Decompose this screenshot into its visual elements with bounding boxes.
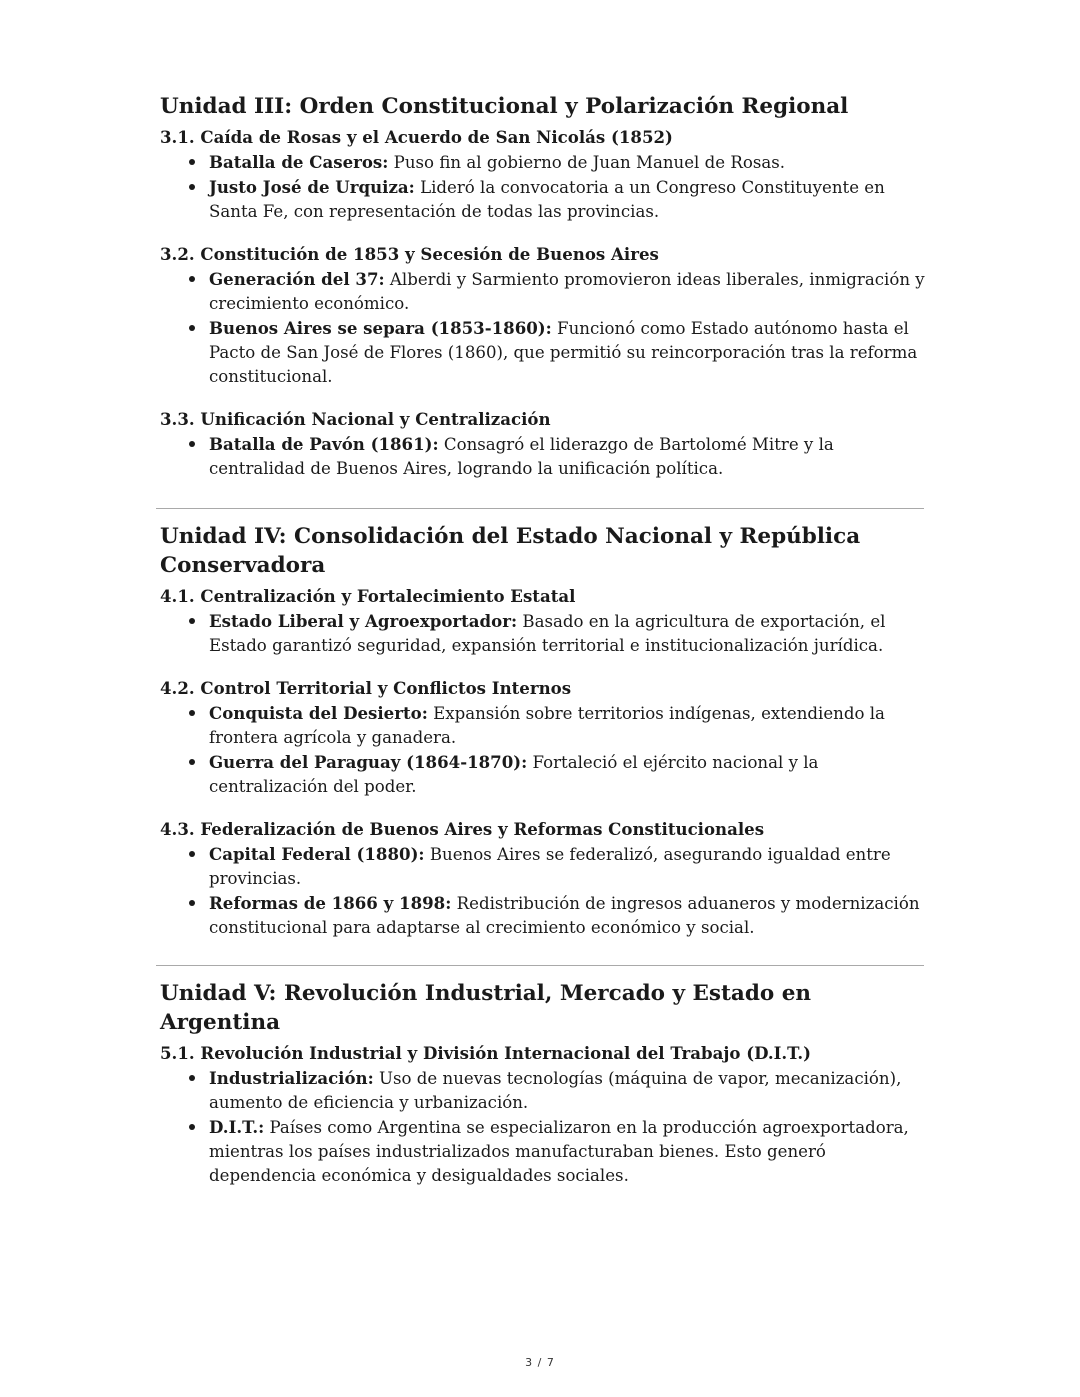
item-text: Consagró el liderazgo de Bartolomé Mitre y la centralidad de Buenos Aires, logrando la unificación política. bbox=[209, 435, 834, 478]
item-term: Reformas de 1866 y 1898: bbox=[209, 893, 452, 913]
bullet-icon bbox=[189, 710, 195, 716]
item-term: Capital Federal (1880): bbox=[209, 844, 425, 864]
bullet-icon bbox=[189, 441, 195, 447]
bullet-icon bbox=[189, 1075, 195, 1081]
list-item bbox=[209, 750, 928, 799]
item-text: Funcionó como Estado autónomo hasta el Pacto de San José de Flores (1860), que permitió su reincorporación tras la reforma constitucional. bbox=[209, 319, 918, 386]
item-term: Generación del 37: bbox=[209, 269, 385, 289]
bullet-icon bbox=[189, 325, 195, 331]
bullet-icon bbox=[189, 159, 195, 165]
bullet-icon bbox=[189, 900, 195, 906]
unit-iv bbox=[160, 522, 928, 957]
item-text: Fortaleció el ejército nacional y la centralización del poder. bbox=[209, 753, 819, 796]
item-term: Conquista del Desierto: bbox=[209, 703, 428, 723]
item-text: Buenos Aires se federalizó, asegurando igualdad entre provincias. bbox=[209, 845, 891, 888]
bullet-icon bbox=[189, 276, 195, 282]
bullet-list bbox=[160, 1066, 928, 1188]
list-item bbox=[209, 842, 928, 891]
unit-title: Unidad IV: Consolidación del Estado Nacional y República Conservadora bbox=[160, 524, 861, 578]
bullet-list bbox=[160, 701, 928, 799]
section-title: 4.2. Control Territorial y Conflictos Internos bbox=[160, 678, 572, 698]
item-text: Uso de nuevas tecnologías (máquina de vapor, mecanización), aumento de eficiencia y urbanización. bbox=[209, 1069, 902, 1112]
section-title: 3.2. Constitución de 1853 y Secesión de Buenos Aires bbox=[160, 244, 659, 264]
item-term: D.I.T.: bbox=[209, 1117, 265, 1137]
item-text: Países como Argentina se especializaron en la producción agroexportadora, mientras los países industrializados manufacturaban bienes. Esto generó dependencia económica y desigualdades sociales. bbox=[209, 1118, 909, 1185]
section-title: 4.1. Centralización y Fortalecimiento Estatal bbox=[160, 586, 576, 606]
bullet-list bbox=[160, 842, 928, 940]
list-item bbox=[209, 1115, 928, 1188]
item-text: Redistribución de ingresos aduaneros y modernización constitucional para adaptarse al crecimiento económico y social. bbox=[209, 894, 920, 937]
unit-iii bbox=[160, 92, 928, 498]
section-4-2 bbox=[160, 675, 928, 799]
list-item bbox=[209, 701, 928, 750]
section-title: 4.3. Federalización de Buenos Aires y Reformas Constitucionales bbox=[160, 819, 765, 839]
section-title: 5.1. Revolución Industrial y División Internacional del Trabajo (D.I.T.) bbox=[160, 1043, 812, 1063]
item-term: Estado Liberal y Agroexportador: bbox=[209, 611, 518, 631]
bullet-list bbox=[160, 267, 928, 389]
item-term: Guerra del Paraguay (1864-1870): bbox=[209, 752, 528, 772]
bullet-icon bbox=[189, 759, 195, 765]
unit-title: Unidad III: Orden Constitucional y Polarización Regional bbox=[160, 94, 849, 119]
section-title: 3.1. Caída de Rosas y el Acuerdo de San Nicolás (1852) bbox=[160, 127, 673, 147]
bullet-icon bbox=[189, 851, 195, 857]
bullet-icon bbox=[189, 618, 195, 624]
item-term: Batalla de Caseros: bbox=[209, 152, 389, 172]
section-4-1 bbox=[160, 583, 928, 658]
item-term: Justo José de Urquiza: bbox=[209, 177, 415, 197]
item-text: Alberdi y Sarmiento promovieron ideas liberales, inmigración y crecimiento económico. bbox=[209, 270, 925, 313]
bullet-icon bbox=[189, 184, 195, 190]
unit-title: Unidad V: Revolución Industrial, Mercado y Estado en Argentina bbox=[160, 981, 812, 1035]
bullet-icon bbox=[189, 1124, 195, 1130]
section-4-3 bbox=[160, 816, 928, 940]
section-5-1 bbox=[160, 1040, 928, 1188]
list-item bbox=[209, 432, 928, 481]
section-title: 3.3. Unificación Nacional y Centralización bbox=[160, 409, 551, 429]
section-divider bbox=[156, 965, 924, 966]
unit-v bbox=[160, 979, 928, 1205]
section-3-3 bbox=[160, 406, 928, 481]
list-item bbox=[209, 150, 928, 175]
list-item bbox=[209, 175, 928, 224]
item-text: Basado en la agricultura de exportación, el Estado garantizó seguridad, expansión territorial e institucionalización jurídica. bbox=[209, 612, 886, 655]
bullet-list bbox=[160, 150, 928, 224]
page-indicator: 3 / 7 bbox=[525, 1356, 555, 1369]
list-item bbox=[209, 267, 928, 316]
item-term: Buenos Aires se separa (1853-1860): bbox=[209, 318, 552, 338]
section-divider bbox=[156, 508, 924, 509]
bullet-list bbox=[160, 609, 928, 658]
list-item bbox=[209, 891, 928, 940]
list-item bbox=[209, 316, 928, 389]
item-text: Lideró la convocatoria a un Congreso Constituyente en Santa Fe, con representación de todas las provincias. bbox=[209, 178, 885, 221]
item-text: Expansión sobre territorios indígenas, extendiendo la frontera agrícola y ganadera. bbox=[209, 704, 885, 747]
item-text: Puso fin al gobierno de Juan Manuel de Rosas. bbox=[388, 153, 786, 172]
list-item bbox=[209, 609, 928, 658]
item-term: Batalla de Pavón (1861): bbox=[209, 434, 439, 454]
section-3-1 bbox=[160, 124, 928, 224]
list-item bbox=[209, 1066, 928, 1115]
bullet-list bbox=[160, 432, 928, 481]
item-term: Industrialización: bbox=[209, 1068, 374, 1088]
section-3-2 bbox=[160, 241, 928, 389]
